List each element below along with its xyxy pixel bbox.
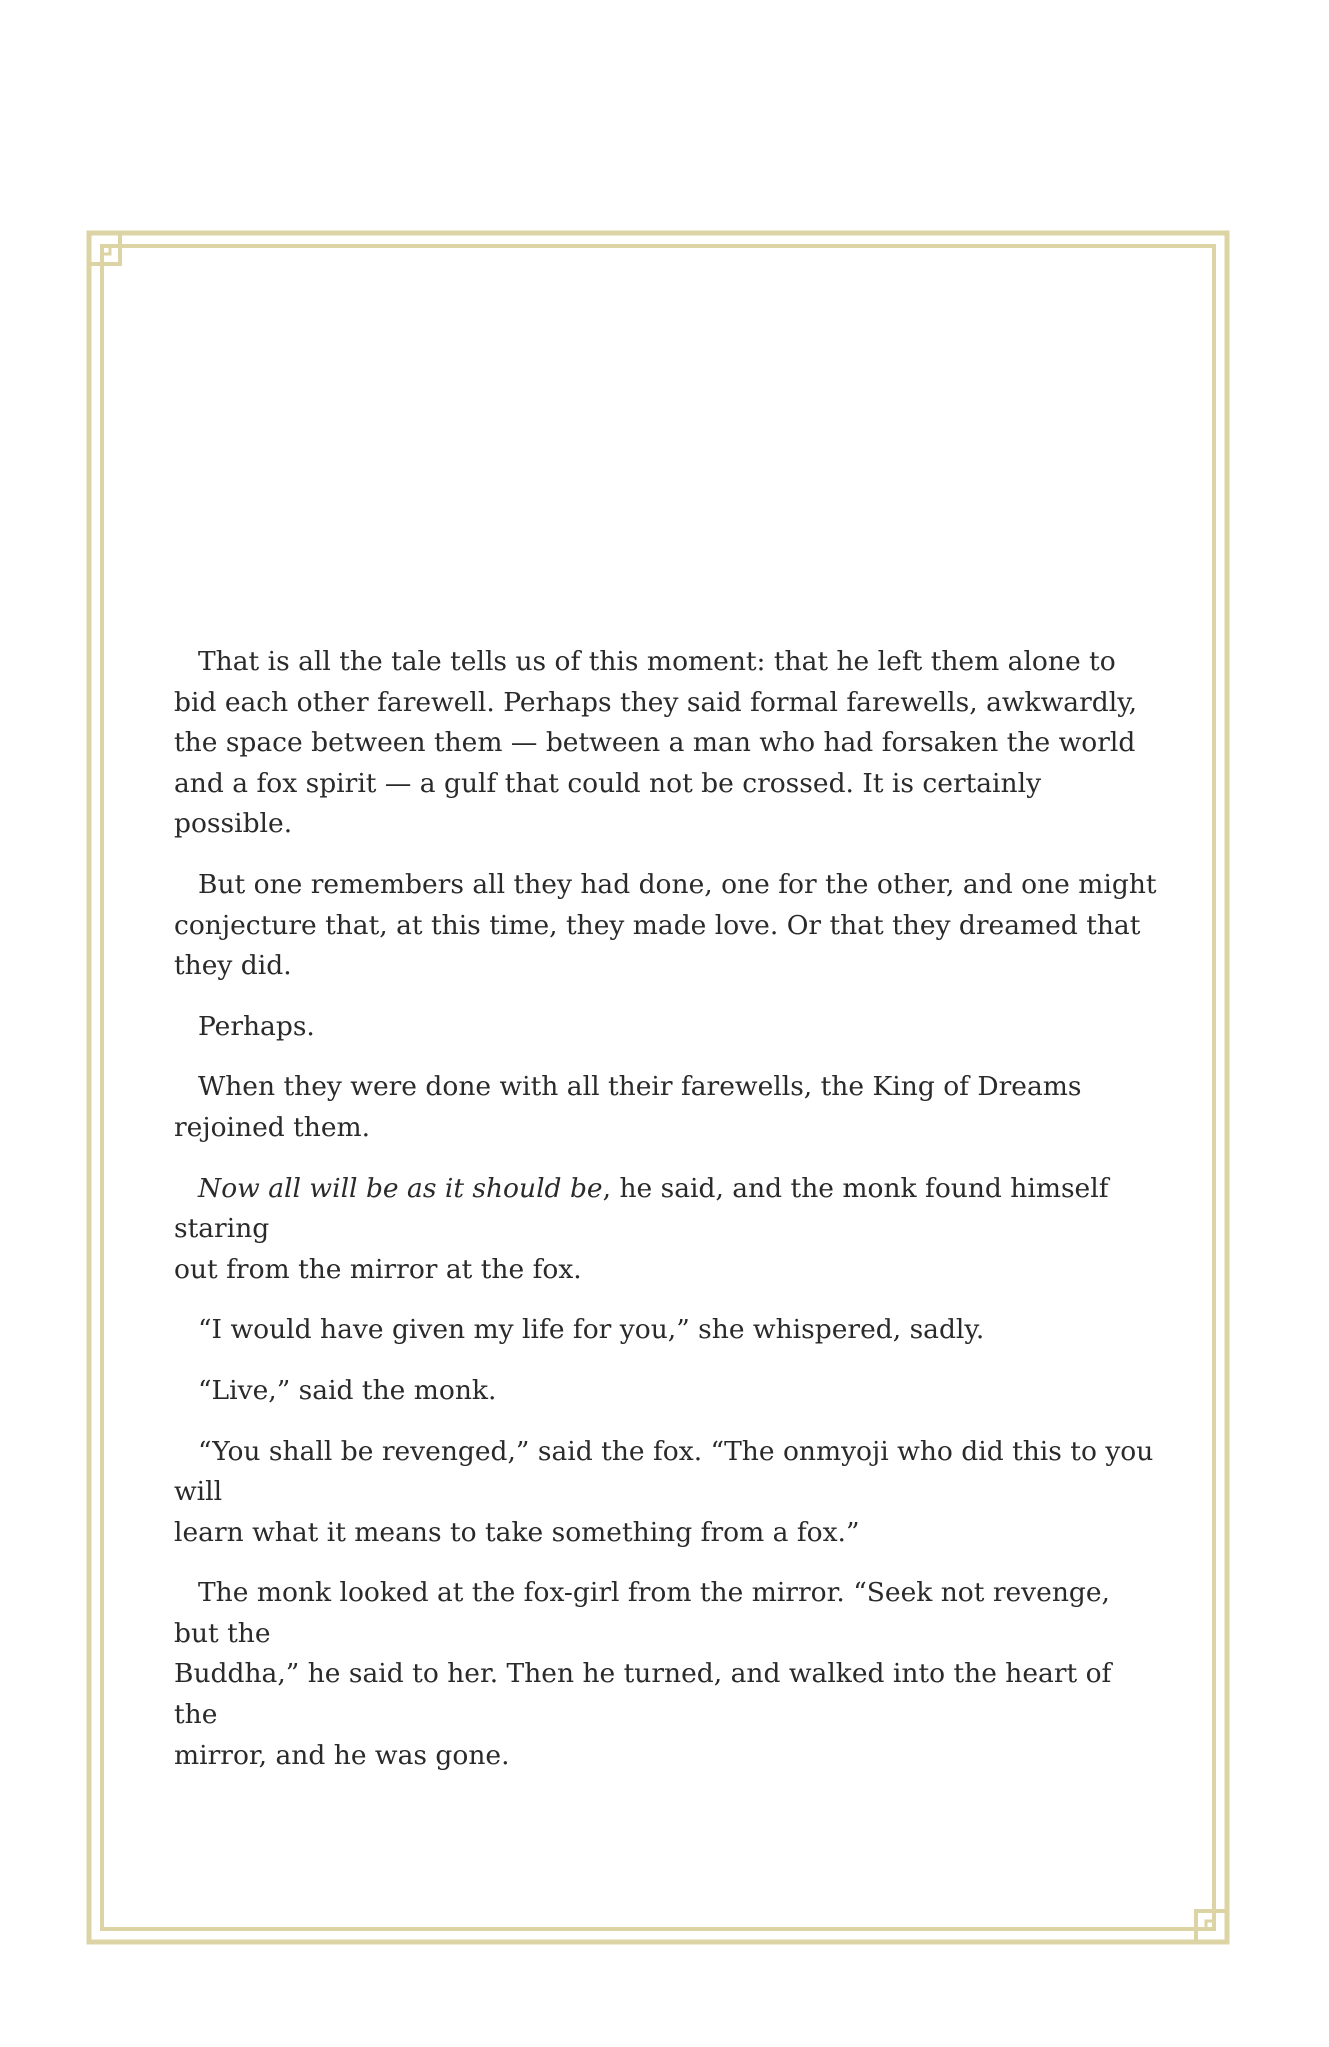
text-line: The monk looked at the fox-girl from the mirror. “Seek not revenge, but the: [174, 1577, 1110, 1649]
text-line: mirror, and he was gone.: [174, 1739, 510, 1771]
text-line: learn what it means to take something from a fox.”: [174, 1516, 860, 1548]
text-line: the space between them — between a man who had forsaken the world: [174, 727, 1136, 759]
text-line: conjecture that, at this time, they made love. Or that they dreamed that: [174, 909, 1141, 941]
paragraph: [174, 865, 1159, 987]
text-line: Buddha,” he said to her. Then he turned, and walked into the heart of the: [174, 1658, 1112, 1731]
text-line: they did.: [174, 950, 292, 982]
paragraph: [174, 1432, 1159, 1554]
text-line: out from the mirror at the fox.: [174, 1253, 582, 1285]
paragraph: [174, 1573, 1159, 1776]
text-line: and a fox spirit — a gulf that could not be crossed. It is certainly possible.: [174, 767, 1042, 840]
paragraph: [174, 1310, 1159, 1351]
text-line: , he said, and the monk found himself staring: [174, 1172, 1109, 1245]
story-text: [174, 642, 1159, 1796]
text-line: “You shall be revenged,” said the fox. “The onmyoji who did this to you will: [174, 1435, 1154, 1508]
paragraph: [174, 1169, 1159, 1291]
paragraph: [174, 1007, 1159, 1048]
italic-dialogue: Now all will be as it should be: [198, 1172, 603, 1204]
text-line: But one remembers all they had done, one for the other, and one might: [198, 868, 1157, 900]
text-line: That is all the tale tells us of this moment: that he left them alone to: [198, 646, 1116, 677]
text-line: When they were done with all their farewells, the King of Dreams rejoined them.: [174, 1071, 1082, 1143]
paragraph: [174, 642, 1159, 845]
text-line: Perhaps.: [198, 1010, 315, 1042]
text-line: “I would have given my life for you,” she whispered, sadly.: [198, 1314, 985, 1346]
text-line: “Live,” said the monk.: [198, 1374, 497, 1406]
paragraph: [174, 1067, 1159, 1148]
paragraph: [174, 1371, 1159, 1412]
text-line: bid each other farewell. Perhaps they said formal farewells, awkwardly,: [174, 686, 1138, 718]
